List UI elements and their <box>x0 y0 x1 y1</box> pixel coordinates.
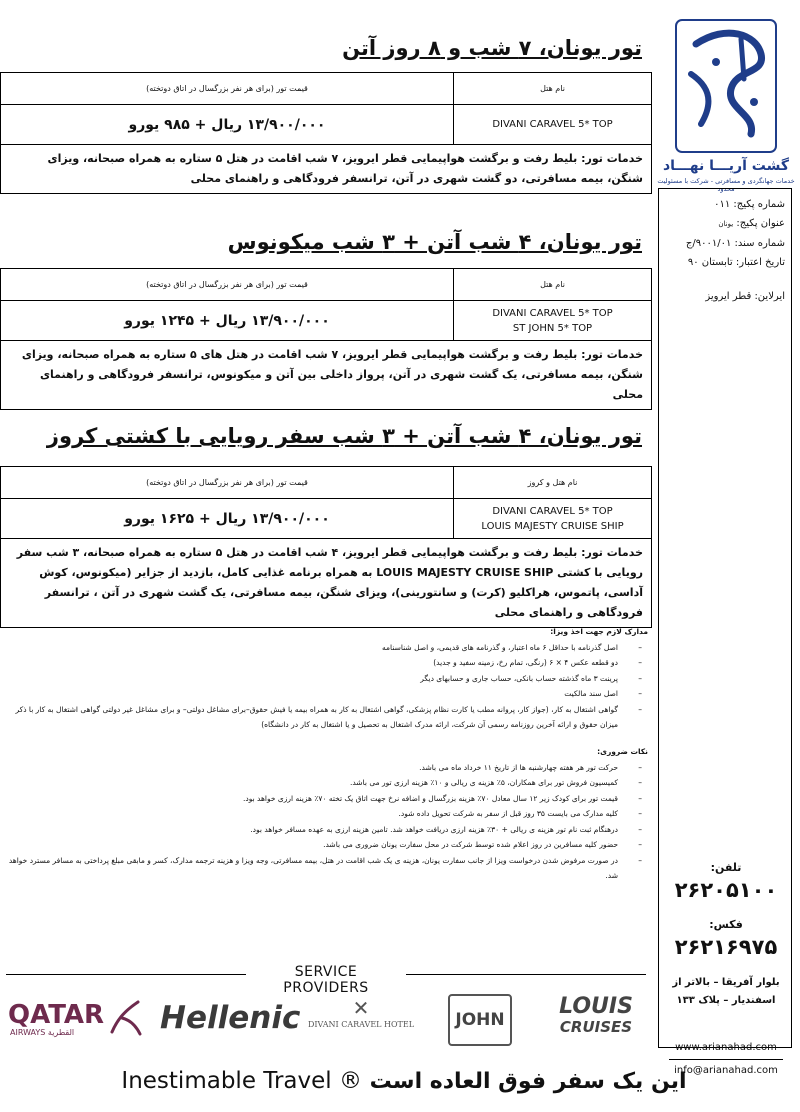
address-line-1: بلوار آفریقا – بالاتر از <box>672 977 780 988</box>
list-item: – کلیه مدارک می بایست ۳۵ روز قبل از سفر به شرکت تحویل داده شود. <box>4 806 648 822</box>
hotel-name: DIVANI CARAVEL 5* TOP <box>492 307 613 319</box>
tel-number: ۲۶۲۰۵۱۰۰ <box>674 878 778 902</box>
divani-emblem-icon: ✕ <box>352 996 370 1020</box>
divider <box>6 974 246 975</box>
list-item: – دو قطعه عکس ۴ × ۶ (رنگی، تمام رخ، زمینه سفید و جدید) <box>4 655 648 671</box>
list-item: – پرینت ۳ ماه گذشته حساب بانکی، حساب جاری و حسابهای دیگر <box>4 671 648 687</box>
company-logo <box>652 10 800 193</box>
list-item: – اصل گذرنامه با حداقل ۶ ماه اعتبار، و گذرنامه های قدیمی، و اصل شناسنامه <box>4 640 648 656</box>
tour-services: خدمات تور: بلیط رفت و برگشت هواپیمایی قطر ایرویز، ۴ شب اقامت در هتل ۵ ستاره به همراه صبحانه، ۳ شب سفر رویایی با کشتی LOUIS MAJESTY CRUISE SHIP به همراه برنامه غذایی کامل، بازدید از جزایر (میکونوس، کوش آداسی، پاتموس، هراکلیو (کرت) و سانتورینی)، ویزای شنگن، بیمه مسافرتی، یک گشت شهری در آتن ، ترانسفر فرودگاهی و راهنمای محلی <box>1 539 652 628</box>
hotel-name: DIVANI CARAVEL 5* TOP <box>454 105 652 145</box>
list-item: – حضور کلیه مسافرین در روز اعلام شده توسط شرکت در محل سفارت یونان ضروری می باشد. <box>4 837 648 853</box>
service-providers-heading <box>0 964 652 996</box>
package-title: عنوان پکیج: یونان <box>718 218 785 229</box>
hotel-name: ST JOHN 5* TOP <box>512 322 593 334</box>
footer-persian: این یک سفر فوق العاده است <box>369 1069 687 1094</box>
airline: ایرلاین: قطر ایرویز <box>705 291 785 302</box>
validity-date: تاریخ اعتبار: تابستان ۹۰ <box>687 257 785 268</box>
service-providers-label: SERVICE PROVIDERS <box>283 964 369 996</box>
company-subtitle: خدمات جهانگردی و مسافرتی - شرکت با مسئولیت محدود <box>657 177 795 193</box>
email-link[interactable]: info@arianahad.com <box>674 1065 778 1076</box>
visa-documents <box>4 624 648 733</box>
list-item: – حرکت تور هر هفته چهارشنبه ها از تاریخ ۱۱ خرداد ماه می باشد. <box>4 760 648 776</box>
list-item: – اصل سند مالکیت <box>4 686 648 702</box>
oryx-icon <box>108 998 144 1036</box>
tour-1-table <box>0 72 652 194</box>
list-item: – گواهی اشتغال به کار، (جواز کار، پروانه مطب یا کارت نظام پزشکی، گواهی اشتغال به کار به همراه بیمه یا فیش حقوق–برای مشاغل دولتی– و برای مشاغل غیر دولتی گواهی اشتغال به کار با ذکر میزان حقوق و ارائه آخرین روزنامه رسمی آن شرکت، ارائه مدرک اشتغال به تحصیل و یا اشتغال به کار در دانشگاه) <box>4 702 648 733</box>
qatar-airways-subtitle: AIRWAYS القطرية <box>10 1028 75 1037</box>
hotel-header: نام هتل <box>454 73 652 105</box>
hellenic-logo: Hellenic <box>160 1000 301 1036</box>
address-line-2: اسفندیار – پلاک ۱۳۳ <box>676 995 776 1006</box>
cruise-name: LOUIS MAJESTY CRUISE SHIP <box>481 520 624 532</box>
fax-number: ۲۶۲۱۶۹۷۵ <box>674 935 778 959</box>
divider <box>406 974 646 975</box>
tour-services: خدمات تور: بلیط رفت و برگشت هواپیمایی قطر ایرویز، ۷ شب اقامت در هتل های ۵ ستاره به همراه صبحانه، ویزای شنگن، بیمه مسافرتی، یک گشت شهری در آتن، پرواز داخلی بین آتن و میکونوس، ترانسفر فرودگاهی و راهنمای محلی <box>1 341 652 410</box>
contact-info <box>659 861 793 1080</box>
list-item: – کمیسیون فروش تور برای همکاران، ۵٪ هزینه ی ریالی و ۱۰٪ هزینه ارزی تور می باشد. <box>4 775 648 791</box>
tour-3-title: تور یونان، ۴ شب آتن + ۳ شب سفر رویایی با کشتی کروز <box>46 424 642 448</box>
list-item: – درهنگام ثبت نام تور هزینه ی ریالی + ۳۰٪ هزینه ارزی دریافت خواهد شد. تامین هزینه ارزی به عهده مسافر خواهد بود. <box>4 822 648 838</box>
tel-label: تلفن: <box>710 861 742 874</box>
divider <box>669 1059 783 1060</box>
qatar-airways-logo: QATAR <box>8 1000 105 1030</box>
hotel-name: DIVANI CARAVEL 5* TOP <box>492 505 613 517</box>
list-item: – قیمت تور برای کودک زیر ۱۲ سال معادل ۷۰٪ هزینه بزرگسال و اضافه نرخ جهت اتاق یک تخته ۷۰٪ هزینه ارزی خواهد بود. <box>4 791 648 807</box>
visa-documents-header: مدارک لازم جهت اخذ ویزا: <box>550 627 648 636</box>
package-info <box>661 195 785 272</box>
louis-cruises-logo: LOUIS CRUISES <box>559 994 633 1036</box>
tour-price: ۱۳/۹۰۰/۰۰۰ ریال + ۱۶۲۵ یورو <box>1 499 454 539</box>
tour-services: خدمات تور: بلیط رفت و برگشت هواپیمایی قطر ایرویز، ۷ شب اقامت در هتل ۵ ستاره به همراه صبحانه، ویزای شنگن، بیمه مسافرتی، دو گشت شهری در آتن، ترانسفر فرودگاهی و راهنمای محلی <box>1 145 652 194</box>
divani-caravel-logo: ✕ DIVANI CARAVEL HOTEL <box>307 996 415 1029</box>
price-header: قیمت تور (برای هر نفر بزرگسال در اتاق دوتخته) <box>1 269 454 301</box>
list-item: – در صورت مرفوض شدن درخواست ویزا از جانب سفارت یونان، هزینه ی یک شب اقامت در هتل، بیمه مسافرتی، وجه ویزا و هزینه ترجمه مدارک، کسر و مابقی مبلغ پرداختی به مسافر مسترد خواهد شد. <box>4 853 648 884</box>
notes-header: نکات ضروری: <box>597 747 648 756</box>
hotel-header: نام هتل <box>454 269 652 301</box>
tour-3-table <box>0 466 652 628</box>
company-name: گشت آریـــا نهـــاد <box>663 158 789 174</box>
price-header: قیمت تور (برای هر نفر بزرگسال در اتاق دوتخته) <box>1 73 454 105</box>
footer-english: Inestimable Travel ® <box>121 1068 362 1094</box>
tour-2-table <box>0 268 652 410</box>
provider-logos <box>0 994 652 1054</box>
hotel-header: نام هتل و کروز <box>454 467 652 499</box>
important-notes <box>4 744 648 884</box>
hotel-names <box>454 499 652 539</box>
logo-calligraphy-icon <box>666 14 786 154</box>
price-header: قیمت تور (برای هر نفر بزرگسال در اتاق دوتخته) <box>1 467 454 499</box>
website-link[interactable]: www.arianahad.com <box>675 1042 777 1053</box>
fax-label: فکس: <box>709 918 743 931</box>
st-john-logo: JOHN <box>448 994 512 1046</box>
info-panel <box>658 188 792 1076</box>
document-number: شماره سند: ۹۰۰۱/۰۱/ج <box>685 238 785 249</box>
tour-price: ۱۳/۹۰۰/۰۰۰ ریال + ۱۲۴۵ یورو <box>1 301 454 341</box>
package-number: شماره پکیج: ۰۱۱ <box>714 199 785 210</box>
footer-slogan <box>0 1068 800 1094</box>
tour-2-title: تور یونان، ۴ شب آتن + ۳ شب میکونوس <box>227 230 642 254</box>
tour-price: ۱۳/۹۰۰/۰۰۰ ریال + ۹۸۵ یورو <box>1 105 454 145</box>
sidebar <box>652 0 800 1076</box>
hotel-names <box>454 301 652 341</box>
tour-1-title: تور یونان، ۷ شب و ۸ روز آتن <box>342 36 642 60</box>
